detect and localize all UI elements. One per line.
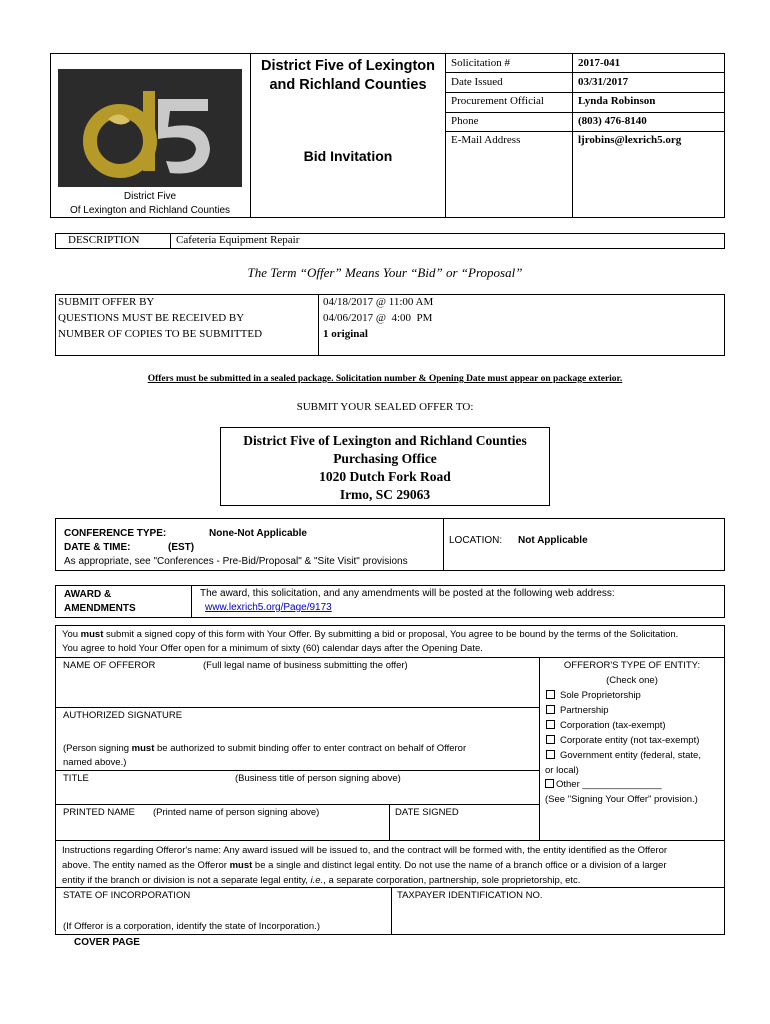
government-checkbox[interactable] (546, 750, 555, 759)
address-line4: Irmo, SC 29063 (339, 487, 431, 502)
entity-option-cont: or local) (545, 765, 579, 776)
other-checkbox[interactable] (545, 779, 554, 788)
partnership-label: Partnership (560, 705, 609, 716)
award-url-link[interactable]: www.lexrich5.org/Page/9173 (205, 602, 332, 613)
state-of-incorporation-label: STATE OF INCORPORATION (63, 890, 191, 901)
conference-type-label: CONFERENCE TYPE: (64, 528, 167, 539)
location-value: Not Applicable (518, 535, 588, 546)
instructions-must: must (229, 860, 253, 871)
address-line2: Purchasing Office (333, 451, 437, 466)
agreement-must: must (80, 629, 104, 640)
submit-offer-label: SUBMIT OFFER BY (58, 296, 155, 308)
signing-line2: named above.) (63, 757, 127, 768)
logo-caption-line2: Of Lexington and Richland Counties (69, 205, 231, 216)
info-value-phone: (803) 476-8140 (578, 115, 647, 127)
entity-option-other[interactable] (545, 779, 662, 790)
award-text: The award, this solicitation, and any amendments will be posted at the following web address: (200, 588, 615, 599)
partnership-checkbox[interactable] (546, 705, 555, 714)
government-label: Government entity (federal, state, (560, 750, 701, 761)
agreement-line1: submit a signed copy of this form with Your Offer. By submitting a bid or proposal, You agree to be bound by the terms of the Solicitation. (103, 629, 679, 640)
sole-label: Sole Proprietorship (560, 690, 641, 701)
title-label: TITLE (63, 773, 89, 784)
authorized-signature-label: AUTHORIZED SIGNATURE (63, 710, 183, 721)
info-value-date-issued: 03/31/2017 (578, 76, 629, 88)
signing-must: must (131, 743, 155, 754)
address-box (220, 427, 550, 506)
address-line3: 1020 Dutch Fork Road (319, 469, 451, 484)
questions-label: QUESTIONS MUST BE RECEIVED BY (58, 312, 245, 324)
tin-field[interactable] (394, 904, 722, 933)
description-label: DESCRIPTION (68, 234, 140, 246)
conference-datetime-value: (EST) (168, 542, 195, 553)
name-of-offeror-label: NAME OF OFFEROR (63, 660, 156, 671)
copies-label: NUMBER OF COPIES TO BE SUBMITTED (58, 328, 263, 340)
org-title: District Five of Lexington and Richland Counties (260, 58, 435, 93)
printed-name-field[interactable] (58, 821, 386, 838)
entity-see: (See "Signing Your Offer" provision.) (545, 794, 698, 805)
cover-page-label: COVER PAGE (74, 937, 140, 948)
instructions-line1: Instructions regarding Offeror's name: Any award issued will be issued to, and the contract will be formed with, the entity identified as the Offeror (62, 845, 668, 856)
instructions-ie: i.e. (310, 875, 324, 886)
printed-name-label: PRINTED NAME (63, 807, 135, 818)
state-of-incorporation-field[interactable] (58, 904, 388, 920)
conference-datetime-label: DATE & TIME: (64, 542, 131, 553)
signing-rest: be authorized to submit binding offer to enter contract on behalf of Offeror (154, 743, 467, 754)
tin-label: TAXPAYER IDENTIFICATION NO. (397, 890, 543, 901)
instructions-line2-rest: be a single and distinct legal entity. Do not use the name of a branch office or a division of a larger (252, 860, 667, 871)
name-of-offeror-hint: (Full legal name of business submitting the offer) (203, 660, 408, 671)
entity-option-corp-exempt[interactable] (546, 720, 666, 731)
sealed-notice: Offers must be submitted in a sealed package. Solicitation number & Opening Date must appear on package exterior. (147, 374, 623, 384)
info-label-date-issued: Date Issued (451, 76, 503, 88)
doc-title: Bid Invitation (303, 148, 393, 164)
award-label-line1: AWARD & (64, 589, 112, 600)
state-of-incorporation-hint: (If Offeror is a corporation, identify the state of Incorporation.) (63, 921, 320, 932)
title-hint: (Business title of person signing above) (235, 773, 401, 784)
corp-exempt-label: Corporation (tax-exempt) (560, 720, 666, 731)
entity-option-corp-entity[interactable] (546, 735, 699, 746)
other-label: Other _______________ (556, 779, 662, 790)
term-line: The Term “Offer” Means Your “Bid” or “Proposal” (247, 265, 523, 280)
conference-type-value: None-Not Applicable (209, 528, 307, 539)
location-label: LOCATION: (449, 535, 503, 546)
award-label-line2: AMENDMENTS (64, 603, 136, 614)
entity-option-partnership[interactable] (546, 705, 609, 716)
info-value-solicitation: 2017-041 (578, 57, 621, 69)
description-row (55, 233, 725, 249)
signing-note (63, 742, 533, 770)
description-value: Cafeteria Equipment Repair (176, 234, 300, 246)
title-field[interactable] (58, 787, 536, 802)
info-value-procurement: Lynda Robinson (578, 95, 656, 107)
address-line1: District Five of Lexington and Richland Counties (243, 433, 527, 448)
info-label-phone: Phone (451, 115, 479, 127)
corp-exempt-checkbox[interactable] (546, 720, 555, 729)
instructions-text (62, 843, 724, 888)
info-label-email: E-Mail Address (451, 134, 521, 146)
info-value-email: ljrobins@lexrich5.org (578, 134, 682, 146)
date-signed-field[interactable] (392, 821, 537, 838)
copies-value: 1 original (323, 328, 368, 340)
agreement-line2: You agree to hold Your Offer open for a minimum of sixty (60) calendar days after the Opening Date. (62, 643, 483, 654)
conference-note: As appropriate, see "Conferences - Pre-Bid/Proposal" & "Site Visit" provisions (64, 556, 408, 567)
instructions-line3-pre: entity if the branch or division is not a separate legal entity, (62, 875, 311, 886)
authorized-signature-field[interactable] (58, 724, 536, 740)
agreement-pre: You (62, 629, 81, 640)
submit-to-label: SUBMIT YOUR SEALED OFFER TO: (296, 401, 474, 413)
corp-entity-checkbox[interactable] (546, 735, 555, 744)
submit-offer-value: 04/18/2017 @ 11:00 AM (323, 296, 434, 308)
logo-caption-line1: District Five (123, 191, 177, 202)
date-signed-label: DATE SIGNED (395, 807, 459, 818)
questions-value: 04/06/2017 @ 4:00 PM (323, 312, 433, 324)
info-label-procurement: Procurement Official (451, 95, 544, 107)
printed-name-hint: (Printed name of person signing above) (153, 807, 320, 818)
district-logo (58, 69, 242, 187)
info-label-solicitation: Solicitation # (451, 57, 510, 69)
logo-caption (50, 190, 250, 218)
entity-check-one: (Check one) (606, 675, 658, 686)
corp-entity-label: Corporate entity (not tax-exempt) (560, 735, 700, 746)
entity-option-sole[interactable] (546, 690, 641, 701)
agreement-text (62, 628, 722, 656)
signing-pre: (Person signing (63, 743, 132, 754)
award-label (64, 588, 136, 616)
sole-checkbox[interactable] (546, 690, 555, 699)
entity-option-government[interactable] (546, 750, 701, 761)
instructions-line3-rest: , a separate corporation, partnership, sole proprietorship, etc. (323, 875, 581, 886)
entity-heading: OFFEROR'S TYPE OF ENTITY: (563, 660, 701, 671)
name-of-offeror-field[interactable] (58, 674, 536, 705)
instructions-line2-pre: above. The entity named as the Offeror (62, 860, 230, 871)
